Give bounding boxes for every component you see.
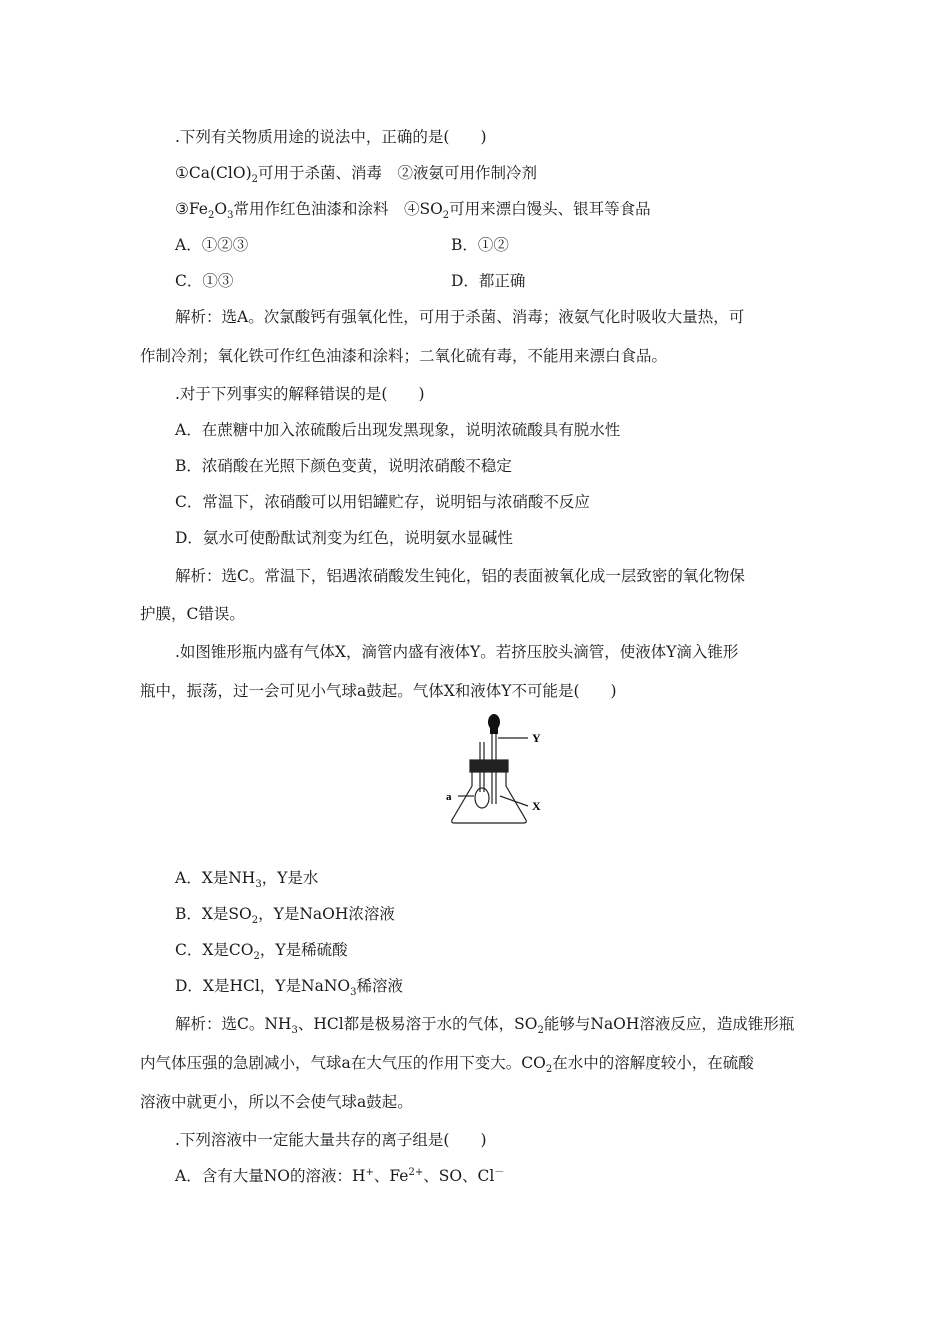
- q1-explanation-2: 作制冷剂；氧化铁可作红色油漆和涂料；二氧化硫有毒，不能用来漂白食品。: [140, 347, 668, 365]
- q1-option-c: C．①③: [175, 272, 234, 290]
- flask-stopper: [470, 760, 508, 772]
- rubber-bulb: [488, 714, 500, 730]
- q3-explanation-1: 解析：选C。$NH_3$、HCl都是极易溶于水的气体，$SO_2$能够与NaOH溶液反应，造成锥形瓶: [175, 1015, 795, 1037]
- left-tube: [480, 742, 484, 760]
- dropper-tube: [492, 734, 496, 760]
- q2-option-d: D．氨水可使酚酞试剂变为红色，说明氨水显碱性: [175, 529, 513, 547]
- q1-explanation-1: 解析：选A。次氯酸钙有强氧化性，可用于杀菌、消毒；液氨气化时吸收大量热，可: [175, 308, 745, 326]
- q3-option-c: C．X是$CO_2$，Y是稀硫酸: [175, 941, 348, 963]
- balloon-tube: [480, 772, 484, 792]
- q1-statement-1: $①Ca(ClO)_2$可用于杀菌、消毒 ②液氨可用作制冷剂: [175, 164, 538, 186]
- q4-stem: .下列溶液中一定能大量共存的离子组是( ): [175, 1131, 487, 1149]
- q1-statement-2: $③Fe_2O_3$常用作红色油漆和涂料 $④SO_2$可用来漂白馒头、银耳等食品: [175, 200, 651, 222]
- q2-stem: .对于下列事实的解释错误的是( ): [175, 385, 425, 403]
- q3-stem-1: .如图锥形瓶内盛有气体X，滴管内盛有液体Y。若挤压胶头滴管，使液体Y滴入锥形: [175, 643, 739, 661]
- leader-x: [500, 796, 528, 806]
- q2-explanation-1: 解析：选C。常温下，铝遇浓硝酸发生钝化，铝的表面被氧化成一层致密的氧化物保: [175, 567, 745, 585]
- bulb-neck: [490, 728, 498, 734]
- label-x: X: [532, 799, 541, 813]
- q1-stem: .下列有关物质用途的说法中，正确的是( ): [175, 128, 487, 146]
- q2-option-a: A．在蔗糖中加入浓硫酸后出现发黑现象，说明浓硫酸具有脱水性: [175, 421, 621, 439]
- q2-explanation-2: 护膜，C错误。: [140, 605, 245, 623]
- q1-option-b: B．①②: [451, 236, 509, 254]
- q3-explanation-3: 溶液中就更小，所以不会使气球a鼓起。: [140, 1093, 413, 1111]
- q3-option-d: D．X是HCl，Y是NaNO$_3$稀溶液: [175, 977, 403, 999]
- q4-option-a: A．含有大量NO的溶液：H+、$Fe^{2+}$、SO、Cl－: [175, 1166, 505, 1185]
- balloon-a: [475, 788, 489, 808]
- q2-option-b: B．浓硝酸在光照下颜色变黄，说明浓硝酸不稳定: [175, 457, 512, 475]
- q2-option-c: C．常温下，浓硝酸可以用铝罐贮存，说明铝与浓硝酸不反应: [175, 493, 590, 511]
- label-y: Y: [532, 731, 541, 745]
- label-a: a: [446, 791, 452, 803]
- q3-stem-2: 瓶中，振荡，过一会可见小气球a鼓起。气体X和液体Y不可能是( ): [140, 682, 617, 700]
- dropper-tip: [492, 772, 496, 804]
- q1-option-d: D．都正确: [451, 272, 526, 290]
- q3-explanation-2: 内气体压强的急剧减小，气球a在大气压的作用下变大。$CO_2$在水中的溶解度较小，在硫酸: [140, 1054, 754, 1076]
- q3-option-a: A．X是$NH_3$，Y是水: [175, 869, 319, 891]
- q3-option-b: B．X是$SO_2$，Y是NaOH浓溶液: [175, 905, 395, 927]
- q1-option-a: A．①②③: [175, 236, 249, 254]
- conical-flask-diagram: [440, 712, 550, 830]
